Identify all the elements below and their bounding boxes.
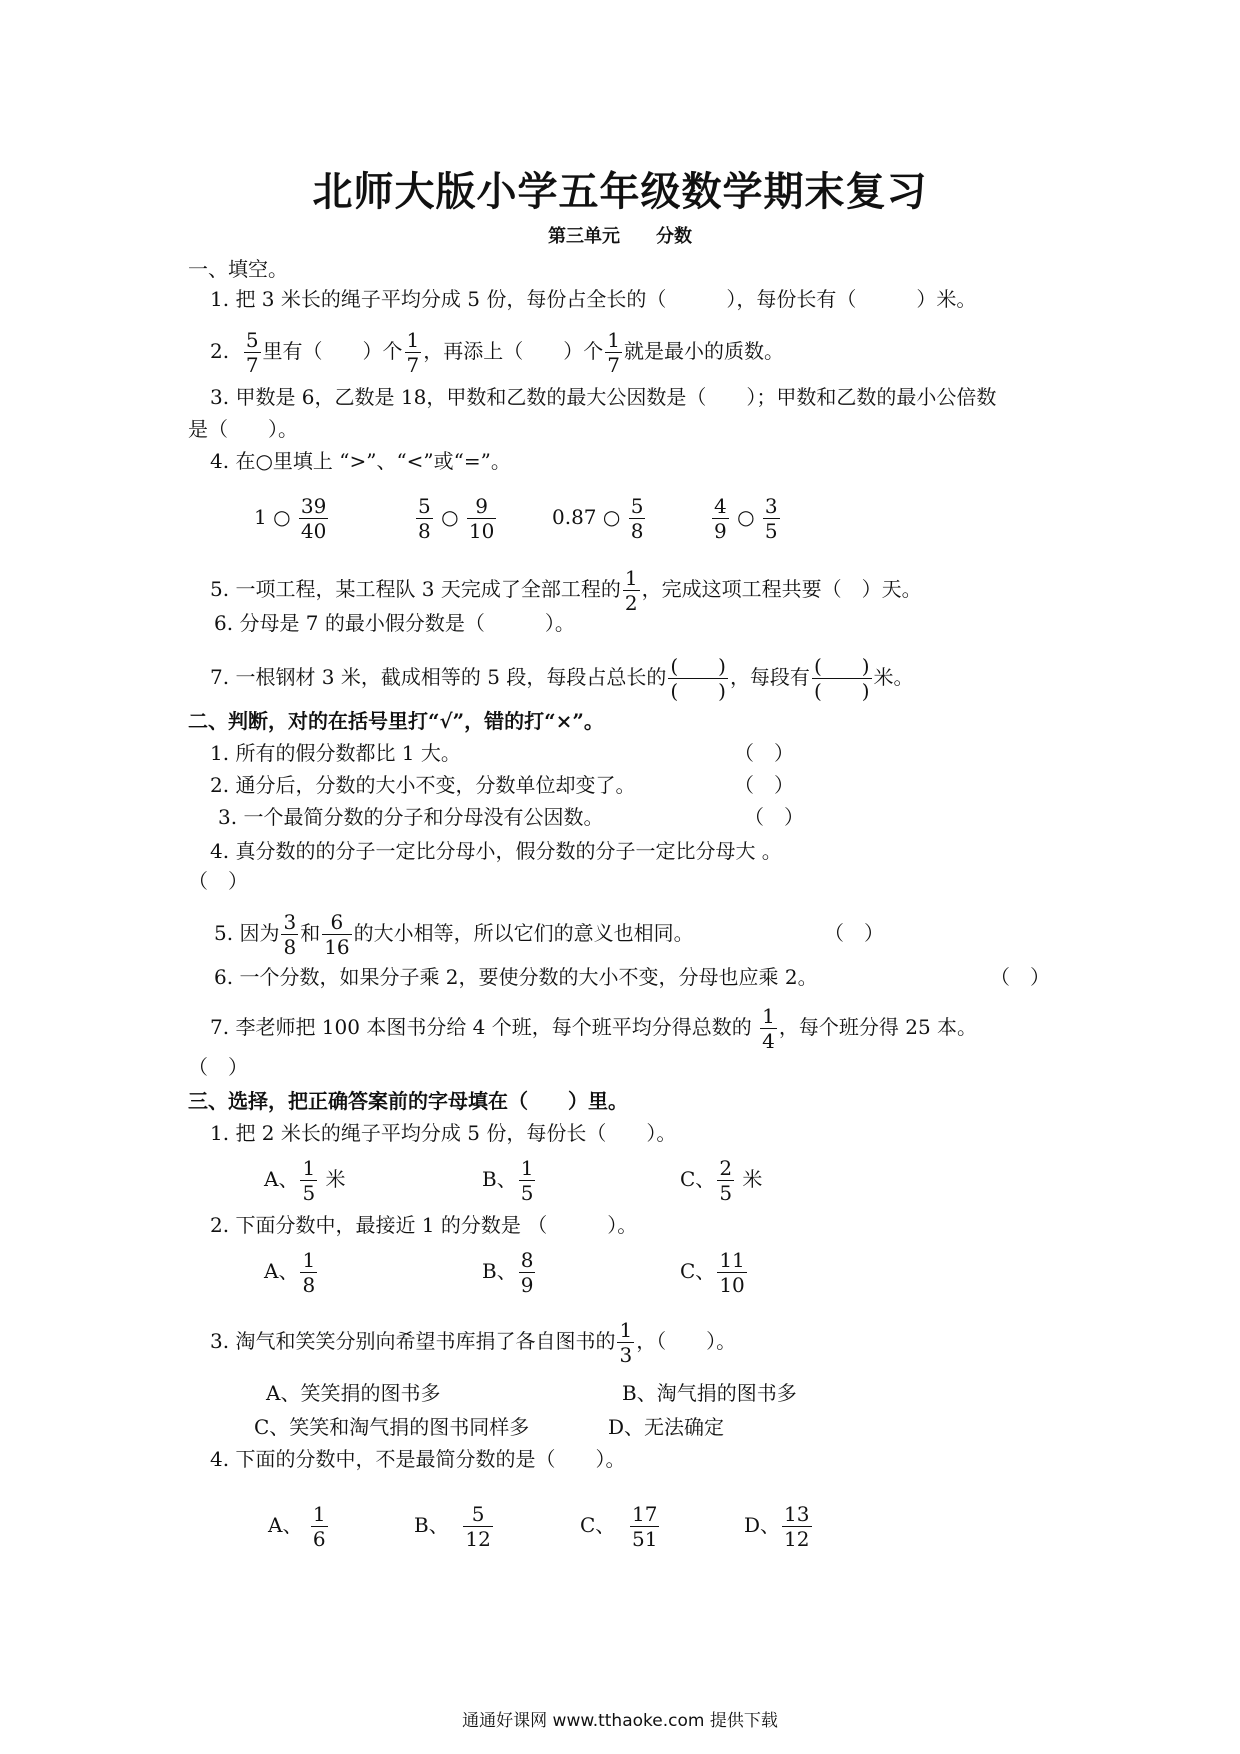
page-title: 北师大版小学五年级数学期末复习 bbox=[312, 168, 928, 215]
section-3-header: 三、选择，把正确答案前的字母填在（ ）里。 bbox=[188, 1089, 628, 1113]
answer-paren: （ ） bbox=[990, 965, 1050, 989]
option-a: A、笑笑捐的图书多 bbox=[266, 1381, 441, 1405]
answer-paren: （ ） bbox=[734, 773, 794, 797]
option-a: A、 $\frac{1}{5}$ 米 bbox=[264, 1156, 346, 1205]
s1-question-2: 2. $\frac{5}{7}$ 里有（ ）个 $\frac{1}{7}$ ，再添上（ ）个 $\frac{1}{7}$ 就是最小的质数。 bbox=[210, 328, 785, 377]
fraction: $\frac{5}{7}$ bbox=[245, 328, 259, 377]
compare-item-3: 0.87 ○ $\frac{5}{8}$ bbox=[552, 494, 644, 543]
answer-paren: （ ） bbox=[744, 805, 804, 829]
answer-paren: （ ） bbox=[188, 1055, 248, 1079]
section-2-header: 二、判断，对的在括号里打“√”，错的打“×”。 bbox=[188, 709, 604, 733]
s2-question-6: 6. 一个分数，如果分子乘 2，要使分数的大小不变，分母也应乘 2。 bbox=[214, 965, 818, 989]
option-c: C、 $\frac{2}{5}$ 米 bbox=[680, 1156, 763, 1205]
s1-question-6: 6. 分母是 7 的最小假分数是（ ）。 bbox=[214, 611, 575, 635]
option-c: C、笑笑和淘气捐的图书同样多 bbox=[254, 1415, 530, 1439]
s1-question-3-cont: 是（ ）。 bbox=[188, 417, 298, 441]
s3-question-1: 1. 把 2 米长的绳子平均分成 5 份，每份长（ ）。 bbox=[210, 1121, 677, 1145]
s1-question-5: 5. 一项工程，某工程队 3 天完成了全部工程的 $\frac{1}{2}$ ，完成这项工程共要（ ）天。 bbox=[210, 566, 922, 615]
option-c: C、 $\frac{11}{10}$ bbox=[680, 1248, 745, 1297]
s2-question-1: 1. 所有的假分数都比 1 大。 bbox=[210, 741, 461, 765]
section-1-header: 一、填空。 bbox=[188, 257, 288, 281]
option-a: A、 $\frac{1}{8}$ bbox=[264, 1248, 316, 1297]
answer-paren: （ ） bbox=[188, 869, 248, 893]
answer-paren: （ ） bbox=[824, 921, 884, 945]
option-b: B、 $\frac{5}{12}$ bbox=[414, 1502, 491, 1551]
s1-question-3: 3. 甲数是 6，乙数是 18，甲数和乙数的最大公因数是（ ）；甲数和乙数的最小公倍数 bbox=[210, 385, 997, 409]
s1-question-4: 4. 在○里填上 “>”、“<”或“=”。 bbox=[210, 449, 511, 473]
s2-question-2: 2. 通分后，分数的大小不变，分数单位却变了。 bbox=[210, 773, 636, 797]
s1-question-1: 1. 把 3 米长的绳子平均分成 5 份，每份占全长的（ ），每份长有（ ）米。 bbox=[210, 287, 977, 311]
s2-question-4: 4. 真分数的的分子一定比分母小，假分数的分子一定比分母大 。 bbox=[210, 839, 782, 863]
option-b: B、淘气捐的图书多 bbox=[622, 1381, 797, 1405]
option-d: D、无法确定 bbox=[608, 1415, 725, 1439]
option-c: C、 $\frac{17}{51}$ bbox=[580, 1502, 658, 1551]
s2-question-5: 5. 因为 $\frac{3}{8}$ 和 $\frac{6}{16}$ 的大小相等，所以它们的意义也相同。 bbox=[214, 910, 694, 959]
s3-question-2: 2. 下面分数中，最接近 1 的分数是 （ ）。 bbox=[210, 1213, 638, 1237]
fraction: $\frac{1}{7}$ bbox=[607, 328, 621, 377]
s2-question-3: 3. 一个最简分数的分子和分母没有公因数。 bbox=[218, 805, 604, 829]
compare-item-2: $\frac{5}{8}$ ○ $\frac{9}{10}$ bbox=[418, 494, 495, 543]
compare-item-4: $\frac{4}{9}$ ○ $\frac{3}{5}$ bbox=[714, 494, 778, 543]
s3-question-3: 3. 淘气和笑笑分别向希望书库捐了各自图书的 $\frac{1}{3}$ ，（ ）。 bbox=[210, 1318, 737, 1367]
page-subtitle: 第三单元 分数 bbox=[548, 226, 692, 247]
option-b: B、 $\frac{8}{9}$ bbox=[482, 1248, 534, 1297]
option-d: D、 $\frac{13}{12}$ bbox=[744, 1502, 810, 1551]
s3-question-4: 4. 下面的分数中，不是最简分数的是（ ）。 bbox=[210, 1447, 626, 1471]
fraction: $\frac{1}{7}$ bbox=[406, 328, 420, 377]
answer-paren: （ ） bbox=[734, 741, 794, 765]
option-a: A、 $\frac{1}{6}$ bbox=[268, 1502, 326, 1551]
s2-question-7: 7. 李老师把 100 本图书分给 4 个班，每个班平均分得总数的 $\frac{1}{4}$ ，每个班分得 25 本。 bbox=[210, 1004, 978, 1053]
option-b: B、 $\frac{1}{5}$ bbox=[482, 1156, 534, 1205]
page-footer: 通通好课网 www.tthaoke.com 提供下载 bbox=[462, 1711, 778, 1731]
compare-item-1: 1 ○ $\frac{39}{40}$ bbox=[254, 494, 327, 543]
s1-question-7: 7. 一根钢材 3 米，截成相等的 5 段，每段占总长的 ( ) ( ) ，每段有 ( ) ( ) 米。 bbox=[210, 654, 914, 703]
